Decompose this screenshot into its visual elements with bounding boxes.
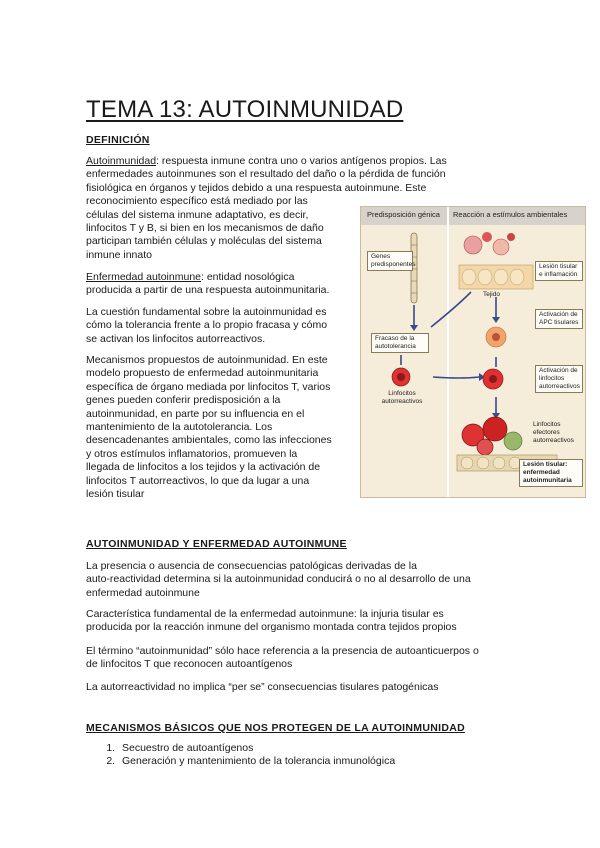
figure-header-left: Predisposición génica	[367, 210, 440, 219]
label-genes-predisponentes: Genes predisponentes	[367, 251, 413, 271]
autoimmunity-mechanism-figure	[360, 206, 586, 498]
label-activacion-linfocitos: Activación de linfocitos autorreactivos	[535, 365, 583, 393]
tissue-icon	[459, 265, 533, 289]
paragraph-termino-autoinmunidad: El término “autoinmunidad” sólo hace referencia a la presencia de autoanticuerpos o de linfocitos T que reconocen autoantígenos	[86, 645, 479, 671]
paragraph-mecanismos-propuestos: Mecanismos propuestos de autoinmunidad. En este modelo propuesto de enfermedad autoinmunitaria específica de órgano mediada por linfocitos T, varios genes pueden conferir predisposición a la autoinmunidad, en parte por su influencia en el mantenimiento de la autotolerancia. Los desencadenantes ambientales, como las infecciones y otros estímulos inflamatorios, promueven la llegada de linfocitos a los tejidos y la activación de linfocitos T autorreactivos, lo que da lugar a una lesión tisular	[86, 354, 332, 501]
autoreactive-lymphocyte-icon	[392, 368, 410, 386]
label-linfocitos-efectores: Linfocitos efectores autorreactivos	[533, 421, 574, 444]
paragraph-caracteristica-fundamental: Característica fundamental de la enfermedad autoinmune: la injuria tisular es producida por la reacción inmune del organismo montada contra tejidos propios	[86, 608, 457, 634]
definition-paragraph: Autoinmunidad: respuesta inmune contra uno o varios antígenos propios. Las enfermedades autoinmunes son el resultado del daño o la pérdida de función fisiológica en órganos y tejidos debido a una respuesta autoinmune. Este reconocimiento específico está mediado por las células del sistema inmune adaptativo, es decir, linfocitos T y B, si bien en los mecanismos de daño participan también células y moléculas del sistema inmune innato	[86, 155, 447, 261]
section-heading-mecanismos-basicos: MECANISMOS BÁSICOS QUE NOS PROTEGEN DE LA AUTOINMUNIDAD	[86, 722, 465, 734]
inflammation-cells-icon	[464, 232, 515, 255]
list-item: 1. Secuestro de autoantígenos	[118, 742, 395, 755]
page-title: TEMA 13: AUTOINMUNIDAD	[86, 96, 404, 123]
label-linfocitos-autorreactivos: Linfocitos autorreactivos	[381, 390, 423, 405]
label-fracaso-autotolerancia: Fracaso de la autotolerancia	[371, 333, 429, 353]
label-activacion-apc: Activación de APC tisulares	[535, 309, 583, 329]
label-lesion-inflamacion: Lesión tisular e inflamación	[535, 261, 583, 281]
section-heading-autoinmunidad-enfermedad: AUTOINMUNIDAD Y ENFERMEDAD AUTOINMUNE	[86, 538, 347, 550]
paragraph-enfermedad-autoinmune: Enfermedad autoinmune: entidad nosológica producida a partir de una respuesta autoinmunitaria.	[86, 271, 330, 297]
label-lesion-final: Lesión tisular: enfermedad autoinmunitaria	[519, 459, 583, 487]
effector-lymphocytes-icon	[462, 417, 522, 455]
list-item: 2. Generación y mantenimiento de la tolerancia inmunológica	[118, 755, 395, 768]
paragraph-autorreactividad: La autorreactividad no implica “per se” consecuencias tisulares patogénicas	[86, 681, 439, 693]
mechanisms-list	[100, 742, 395, 769]
paragraph-presencia-ausencia: La presencia o ausencia de consecuencias patológicas derivadas de la auto-reactividad determina si la autoinmunidad conducirá o no al desarrollo de una enfermedad autoinmune	[86, 560, 471, 599]
label-tejido: Tejido	[483, 291, 500, 298]
paragraph-cuestion-fundamental: La cuestión fundamental sobre la autoinmunidad es cómo la tolerancia frente a lo propio fracasa y cómo se activan los linfocitos autorreactivos.	[86, 306, 328, 345]
section-heading-definicion: DEFINICIÓN	[86, 134, 150, 146]
apc-cell-icon	[486, 327, 506, 347]
term-enfermedad-autoinmune: Enfermedad autoinmune	[86, 271, 201, 283]
term-autoinmunidad: Autoinmunidad	[86, 155, 157, 167]
figure-header-right: Reacción a estímulos ambientales	[453, 210, 568, 219]
activated-lymphocyte-icon	[483, 369, 503, 389]
